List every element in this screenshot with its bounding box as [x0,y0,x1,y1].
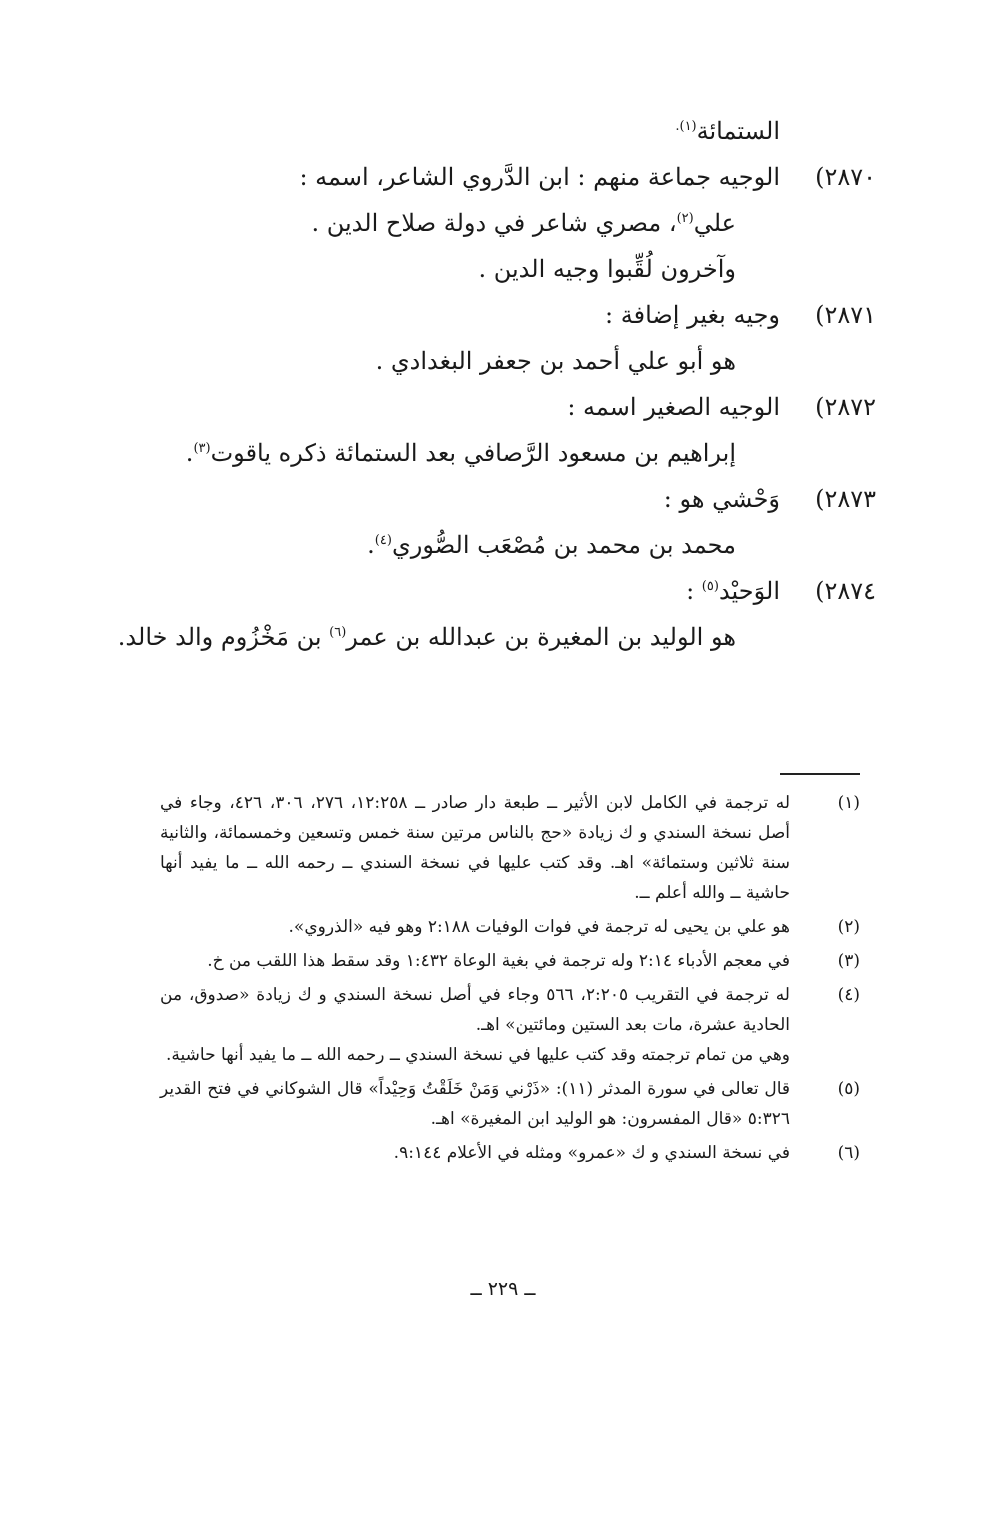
footnote-ref-1[interactable]: (١). [675,119,697,134]
entry-2870-line-1 [136,200,876,246]
footnote-marker: (١) [837,793,860,813]
footnote-marker: (٢) [837,917,860,937]
footnotes [160,788,860,1168]
entry-number: ٢٨٧٤) [815,577,876,605]
entry-2870-line-2 [136,246,876,292]
footnote-marker: (٦) [837,1143,860,1163]
footnote-marker: (٤) [837,985,860,1005]
entry-heading [686,568,780,614]
footnote-body [160,1074,790,1134]
footnote-2 [160,912,860,942]
entry-2872-heading [136,384,876,430]
footnote-body [160,912,790,942]
entry-text: هو أبو علي أحمد بن جعفر البغدادي . [375,347,736,375]
footnote-paragraph: وهي من تمام ترجمته وقد كتب عليها في نسخة السندي ــ رحمه الله ــ ما يفيد أنها حاشية. [166,1045,790,1065]
entry-2873-heading [136,476,876,522]
footnote-ref-5[interactable]: (٥) [701,579,719,594]
entry-text-after: . [185,439,194,467]
entry-heading: وجيه بغير إضافة : [605,301,780,329]
entry-2872-line-1 [136,430,876,476]
footnote-paragraph: في نسخة السندي و ك «عمرو» ومثله في الأعلام ٩:١٤٤. [393,1143,790,1163]
footnote-separator [780,773,860,775]
entry-text: محمد بن محمد بن مُصْعَب الصُّوري [391,531,736,559]
footnote-ref-6[interactable]: (٦) [329,625,347,640]
main-text [117,108,876,660]
entry-number: ٢٨٧١) [815,301,876,329]
entry-heading: الوجيه الصغير اسمه : [567,393,780,421]
footnote-ref-3[interactable]: (٣) [193,441,211,456]
footnote-5 [160,1074,860,1134]
footnote-ref-2[interactable]: (٢) [676,211,694,226]
footnote-3 [160,946,860,976]
entry-heading: وَحْشي هو : [663,485,780,513]
entry-2870-heading [136,154,876,200]
footnote-body [160,980,790,1070]
closing-text: هو الوليد بن المغيرة بن عبدالله بن عمر [346,623,736,651]
entry-text-after: . [367,531,375,559]
footnote-ref-4[interactable]: (٤) [374,533,392,548]
closing-text-after: بن مَخْزُوم والد خالد. [117,623,330,651]
entry-2871-heading [136,292,876,338]
entry-heading: الوجيه جماعة منهم : ابن الدَّروي الشاعر، اسمه : [299,163,780,191]
footnote-body [160,946,790,976]
entry-text: إبراهيم بن مسعود الرَّصافي بعد الستمائة ذكره ياقوت [210,439,736,467]
footnote-marker: (٣) [837,951,860,971]
footnote-4 [160,980,860,1070]
entry-number: ٢٨٧٢) [815,393,876,421]
entry-text: علي [693,209,736,237]
footnote-paragraph: هو علي بن يحيى له ترجمة في فوات الوفيات ٢:١٨٨ وهو فيه «الذروي». [288,917,790,937]
closing-line [117,614,876,660]
entry-2874-heading [136,568,876,614]
opening-text: الستمائة [696,117,780,145]
entry-text: وآخرون لُقِّبوا وجيه الدين . [478,255,736,283]
entry-number: ٢٨٧٠) [815,163,876,191]
footnote-paragraph: له ترجمة في الكامل لابن الأثير ــ طبعة دار صادر ــ ١٢:٢٥٨، ٢٧٦، ٣٠٦، ٤٢٦، وجاء في أصل نسخة السندي و ك زيادة «حج بالناس مرتين سنة خمس وتسعين وخمسمائة، والثانية سنة ثلاثين وستمائة» اهـ. وقد كتب عليها في نسخة السندي ــ رحمه الله ــ ما يفيد أنها حاشية ــ والله أعلم ــ. [160,793,791,903]
footnote-body [160,1138,790,1168]
footnote-paragraph: له ترجمة في التقريب ٢:٢٠٥، ٥٦٦ وجاء في أصل نسخة السندي و ك زيادة «صدوق، من الحادية عشرة، مات بعد الستين ومائتين» اهـ. [160,985,790,1035]
entry-heading-text: الوَحيْد [718,577,780,605]
entry-2873-line-1 [136,522,876,568]
footnote-1 [160,788,860,908]
entry-2871-line-1 [136,338,876,384]
entry-heading-after: : [686,577,702,605]
page-number: ــ ٢٢٩ ــ [470,1278,536,1300]
entry-text-after: ، مصري شاعر في دولة صلاح الدين . [311,209,677,237]
opening-line [136,108,876,154]
footnote-paragraph: في معجم الأدباء ٢:١٤ وله ترجمة في بغية الوعاة ١:٤٣٢ وقد سقط هذا اللقب من خ. [207,951,790,971]
entry-number: ٢٨٧٣) [815,485,876,513]
footnote-marker: (٥) [837,1079,860,1099]
footnote-body [160,788,790,908]
footnote-paragraph: قال تعالى في سورة المدثر (١١): «ذَرْني وَمَنْ خَلَقْتُ وَحِيْداً» قال الشوكاني في فتح القدير ٥:٣٢٦ «قال المفسرون: هو الوليد ابن المغيرة» اهـ. [160,1079,790,1129]
footnote-6 [160,1138,860,1168]
